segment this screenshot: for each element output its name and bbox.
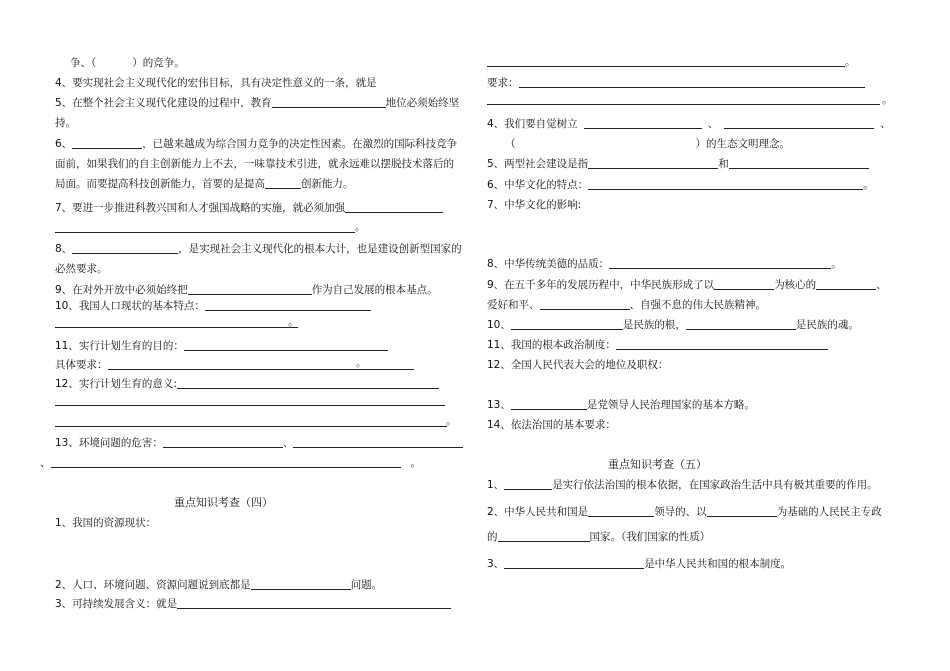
fill-blank[interactable] xyxy=(108,358,414,370)
left-q8: 8、 ，是实现社会主义现代化的根本大计，也是建设创新型国家的 xyxy=(55,243,462,255)
right-q7: 7、中华文化的影响: xyxy=(487,199,582,211)
left-s4-q2: 2、人口、环境问题、资源问题说到底都是 问题。 xyxy=(55,579,383,591)
right-req: 要求： xyxy=(487,76,865,90)
right-s5-q2: 2、中华人民共和国是 领导的、以 为基础的人民民主专政 xyxy=(487,506,882,518)
left-q12-end: 。 xyxy=(446,415,457,427)
left-q4: 4、要实现社会主义现代化的宏伟目标，具有决定性意义的一条，就是 xyxy=(55,77,377,89)
fill-blank[interactable] xyxy=(609,257,831,269)
fill-blank[interactable] xyxy=(584,117,702,129)
left-q6-line3: 局面。而要提高科技创新能力，首要的是提高 创新能力。 xyxy=(55,178,354,190)
fill-blank[interactable] xyxy=(816,278,876,290)
fill-blank[interactable] xyxy=(188,283,312,295)
left-q10: 10、我国人口现状的基本特点： xyxy=(55,299,371,313)
answer-line[interactable] xyxy=(55,327,298,328)
left-q10-end: 。 xyxy=(288,316,299,328)
fill-blank[interactable] xyxy=(265,177,301,189)
fill-blank[interactable] xyxy=(251,578,351,590)
right-q9-cont: 爱好和平、 、自强不息的伟大民族精神。 xyxy=(487,299,766,311)
fill-blank[interactable] xyxy=(588,505,654,517)
left-q12: 12、实行计划生育的意义: xyxy=(55,377,439,391)
fill-blank[interactable] xyxy=(72,137,142,149)
right-q6: 6、中华文化的特点： 。 xyxy=(487,179,874,191)
left-q5: 5、在整个社会主义现代化建设的过程中，教育 地位必须始终坚 xyxy=(55,97,460,109)
fill-blank[interactable] xyxy=(51,456,401,468)
left-q9: 9、在对外开放中必须始终把 作为自己发展的根本基点。 xyxy=(55,284,438,296)
right-top-end: 。 xyxy=(845,56,856,68)
left-q7-end: 。 xyxy=(355,221,366,233)
fill-blank[interactable] xyxy=(540,298,630,310)
fill-blank[interactable] xyxy=(511,318,623,330)
fill-blank[interactable] xyxy=(272,96,386,108)
right-q14: 14、依法治国的基本要求： xyxy=(487,419,616,431)
fill-blank[interactable] xyxy=(588,157,718,169)
fill-blank[interactable] xyxy=(293,436,463,448)
answer-line[interactable] xyxy=(487,104,880,105)
right-q9: 9、在五千多年的发展历程中，中华民族形成了以 为核心的 、 xyxy=(487,279,887,291)
left-s4-q3: 3、可持续发展含义：就是 xyxy=(55,597,451,611)
left-q8-cont: 必然要求。 xyxy=(55,263,108,275)
fill-blank[interactable] xyxy=(714,278,774,290)
right-q8: 8、中华传统美德的品质： 。 xyxy=(487,258,842,270)
fill-blank[interactable] xyxy=(177,597,451,609)
left-line-1: 争、（ ）的竞争。 xyxy=(70,57,185,69)
left-s4-q1: 1、我国的资源现状： xyxy=(55,517,157,529)
left-q13: 13、环境问题的危害： 、 xyxy=(55,436,463,450)
right-q13: 13、 是党领导人民治理国家的基本方略。 xyxy=(487,399,755,411)
fill-blank[interactable] xyxy=(184,339,388,351)
fill-blank[interactable] xyxy=(729,157,869,169)
fill-blank[interactable] xyxy=(504,557,644,569)
left-q6-line2: 面前，如果我们的自主创新能力上不去，一味靠技术引进，就永远难以摆脱技术落后的 xyxy=(55,158,454,170)
fill-blank[interactable] xyxy=(345,201,443,213)
fill-blank[interactable] xyxy=(686,318,796,330)
fill-blank[interactable] xyxy=(724,117,874,129)
fill-blank[interactable] xyxy=(616,338,828,350)
right-req-end: 。 xyxy=(882,94,893,106)
right-s5-q2-cont: 的 国家。（我们国家的性质） xyxy=(487,531,711,543)
fill-blank[interactable] xyxy=(177,377,439,389)
right-q4-cont: （ ）的生态文明理念。 xyxy=(505,138,790,150)
section-title-5: 重点知识考查（五） xyxy=(608,458,707,471)
right-q11: 11、我国的根本政治制度： xyxy=(487,338,828,352)
fill-blank[interactable] xyxy=(588,178,863,190)
left-q13-cont: 、 。 xyxy=(40,457,421,469)
right-q10: 10、 是民族的根， 是民族的魂。 xyxy=(487,319,859,331)
left-q6: 6、 ，已越来越成为综合国力竞争的决定性因素。在激烈的国际科技竞争 xyxy=(55,138,458,150)
left-q11-end: 。 xyxy=(356,357,367,369)
right-s5-q3: 3、 是中华人民共和国的根本制度。 xyxy=(487,558,792,570)
fill-blank[interactable] xyxy=(72,242,178,254)
fill-blank[interactable] xyxy=(511,398,587,410)
right-s5-q1: 1、 是实行依法治国的根本依据，在国家政治生活中具有极其重要的作用。 xyxy=(487,479,878,491)
left-q11: 11、实行计划生育的目的： xyxy=(55,339,388,353)
fill-blank[interactable] xyxy=(504,478,552,490)
left-q7: 7、要进一步推进科教兴国和人才强国战略的实施，就必须加强 xyxy=(55,201,443,215)
fill-blank[interactable] xyxy=(519,76,865,88)
section-title-4: 重点知识考查（四） xyxy=(174,496,273,509)
fill-blank[interactable] xyxy=(205,299,371,311)
right-q4: 4、我们要自觉树立 、 、 xyxy=(487,118,891,130)
answer-line[interactable] xyxy=(55,232,355,233)
answer-line[interactable] xyxy=(55,405,445,406)
fill-blank[interactable] xyxy=(163,436,283,448)
fill-blank[interactable] xyxy=(498,530,590,542)
answer-line[interactable] xyxy=(487,66,845,67)
fill-blank[interactable] xyxy=(707,505,777,517)
right-q12: 12、全国人民代表大会的地位及职权： xyxy=(487,359,669,371)
answer-line[interactable] xyxy=(55,426,447,427)
right-q5: 5、两型社会建设是指 和 xyxy=(487,157,869,171)
left-q5-cont: 持。 xyxy=(55,117,76,129)
left-q11-req: 具体要求： xyxy=(55,358,414,372)
